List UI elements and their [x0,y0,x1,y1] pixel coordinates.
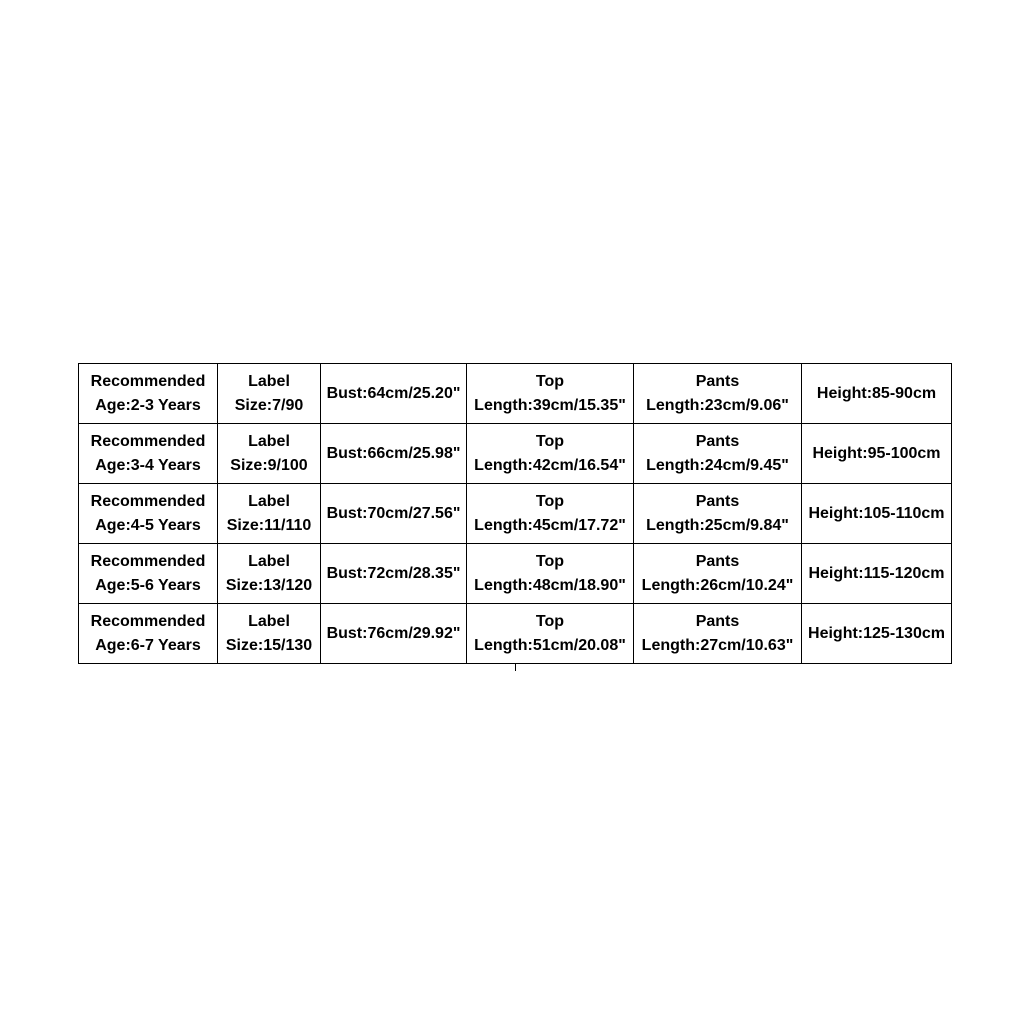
age-cell [79,604,218,664]
top-text: Length:39cm/15.35" [474,396,626,414]
age-text: Recommended [90,612,206,630]
bust-cell [321,544,467,604]
table-row [79,364,952,424]
bust-text: Bust:66cm/25.98" [326,444,461,462]
pants-text: Length:26cm/10.24" [641,576,794,594]
height-text: Height:115-120cm [808,564,945,582]
label-cell [218,484,321,544]
bust-cell [321,424,467,484]
size-chart-body [79,364,952,664]
label-cell [218,364,321,424]
tick-mark [515,664,516,671]
label-cell [218,424,321,484]
pants-text: Pants [695,432,740,450]
age-cell [79,364,218,424]
top-text: Length:48cm/18.90" [474,576,626,594]
pants-text: Length:24cm/9.45" [646,456,789,474]
age-text: Recommended [90,372,206,390]
pants-text: Pants [695,372,740,390]
top-text: Length:51cm/20.08" [474,636,626,654]
table-row [79,604,952,664]
top-cell [467,484,634,544]
label-text: Label [248,552,290,570]
age-text: Age:2-3 Years [95,396,201,414]
pants-cell [634,364,802,424]
table-row [79,544,952,604]
pants-cell [634,424,802,484]
label-text: Label [248,432,290,450]
label-text: Label [248,492,290,510]
label-text: Size:7/90 [234,396,304,414]
bust-text: Bust:76cm/29.92" [326,624,461,642]
label-cell [218,604,321,664]
pants-text: Pants [695,492,740,510]
pants-text: Length:23cm/9.06" [646,396,789,414]
size-chart-table [78,363,952,664]
bust-cell [321,364,467,424]
height-text: Height:105-110cm [808,504,945,522]
label-text: Size:15/130 [225,636,313,654]
age-cell [79,484,218,544]
top-text: Top [535,612,565,630]
label-text: Size:11/110 [226,516,312,534]
label-cell [218,544,321,604]
height-cell [802,544,952,604]
height-cell [802,424,952,484]
age-cell [79,424,218,484]
pants-cell [634,544,802,604]
bust-text: Bust:64cm/25.20" [326,384,461,402]
height-text: Height:125-130cm [808,624,945,642]
age-text: Recommended [90,552,206,570]
height-text: Height:95-100cm [812,444,941,462]
top-text: Top [535,492,565,510]
pants-text: Pants [695,612,740,630]
top-cell [467,364,634,424]
top-text: Top [535,552,565,570]
bust-text: Bust:72cm/28.35" [326,564,461,582]
top-cell [467,604,634,664]
pants-text: Pants [695,552,740,570]
bust-cell [321,484,467,544]
age-text: Age:4-5 Years [95,516,201,534]
label-text: Label [248,612,290,630]
age-text: Age:5-6 Years [95,576,201,594]
top-cell [467,544,634,604]
label-text: Label [248,372,290,390]
bust-text: Bust:70cm/27.56" [326,504,461,522]
label-text: Size:13/120 [225,576,313,594]
top-cell [467,424,634,484]
age-cell [79,544,218,604]
age-text: Recommended [90,492,206,510]
top-text: Length:45cm/17.72" [474,516,626,534]
height-text: Height:85-90cm [816,384,937,402]
table-row [79,484,952,544]
table-row [79,424,952,484]
age-text: Recommended [90,432,206,450]
label-text: Size:9/100 [230,456,308,474]
top-text: Top [535,372,565,390]
bust-cell [321,604,467,664]
age-text: Age:6-7 Years [95,636,201,654]
height-cell [802,484,952,544]
top-text: Length:42cm/16.54" [474,456,626,474]
height-cell [802,604,952,664]
pants-text: Length:25cm/9.84" [646,516,789,534]
pants-text: Length:27cm/10.63" [641,636,794,654]
age-text: Age:3-4 Years [95,456,201,474]
pants-cell [634,604,802,664]
height-cell [802,364,952,424]
top-text: Top [535,432,565,450]
pants-cell [634,484,802,544]
